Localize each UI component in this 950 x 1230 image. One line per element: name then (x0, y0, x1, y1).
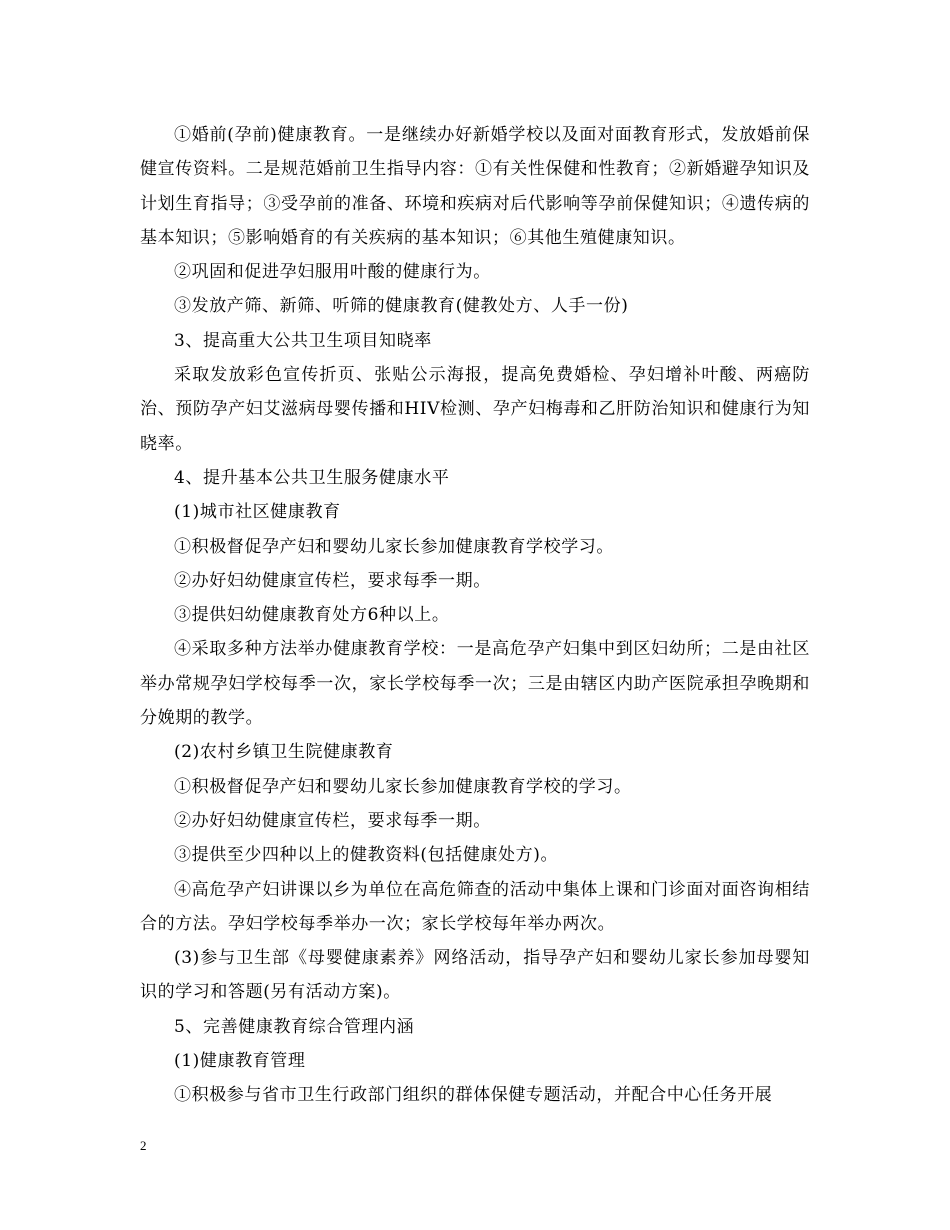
subsection-heading-urban: (1)城市社区健康教育 (174, 502, 341, 523)
section-heading-3: 3、提高重大公共卫生项目知晓率 (174, 330, 432, 351)
paragraph-folic-acid: ②巩固和促进孕妇服用叶酸的健康行为。 (174, 262, 491, 283)
paragraph-premarital-education: ①婚前(孕前)健康教育。一是继续办好新婚学校以及面对面教育形式，发放婚前保健宣传资料。二是规范婚前卫生指导内容：①有关性保健和性教育；②新婚避孕知识及计划生育指导；③受孕前的准备、环境和疾病对后代影响等孕前保健知识；④遗传病的基本知识；⑤影响婚育的有关疾病的基本知识；⑥其他生殖健康知识。 (140, 125, 810, 248)
paragraph-rural-item-3: ③提供至少四种以上的健教资料(包括健康处方)。 (174, 845, 559, 866)
subsection-heading-rural: (2)农村乡镇卫生院健康教育 (174, 742, 394, 763)
paragraph-urban-item-4: ④采取多种方法举办健康教育学校：一是高危孕产妇集中到区妇幼所；二是由社区举办常规孕妇学校每季一次，家长学校每季一次；三是由辖区内助产医院承担孕晚期和分娩期的教学。 (140, 639, 810, 729)
paragraph-rural-item-4: ④高危孕产妇讲课以乡为单位在高危筛查的活动中集体上课和门诊面对面咨询相结合的方法。孕妇学校每季举办一次；家长学校每年举办两次。 (140, 879, 810, 934)
page-number: 2 (140, 1138, 147, 1153)
paragraph-rural-item-2: ②办好妇幼健康宣传栏，要求每季一期。 (174, 810, 491, 831)
document-body (140, 118, 810, 1113)
subsection-heading-management: (1)健康教育管理 (174, 1051, 306, 1072)
section-heading-4: 4、提升基本公共卫生服务健康水平 (174, 467, 450, 488)
paragraph-urban-item-1: ①积极督促孕产妇和婴幼儿家长参加健康教育学校学习。 (174, 536, 614, 557)
paragraph-urban-item-2: ②办好妇幼健康宣传栏，要求每季一期。 (174, 570, 491, 591)
paragraph-screening-education: ③发放产筛、新筛、听筛的健康教育(健教处方、人手一份) (174, 296, 629, 317)
paragraph-awareness-rate: 采取发放彩色宣传折页、张贴公示海报，提高免费婚检、孕妇增补叶酸、两癌防治、预防孕产妇艾滋病母婴传播和HIV检测、孕产妇梅毒和乙肝防治知识和健康行为知晓率。 (140, 365, 810, 454)
subsection-heading-network-activity: (3)参与卫生部《母婴健康素养》网络活动，指导孕产妇和婴幼儿家长参加母婴知识的学习和答题(另有活动方案)。 (140, 948, 810, 1003)
paragraph-management-item-1: ①积极参与省市卫生行政部门组织的群体保健专题活动，并配合中心任务开展 (174, 1085, 773, 1106)
paragraph-urban-item-3: ③提供妇幼健康教育处方6种以上。 (174, 605, 450, 626)
section-heading-5: 5、完善健康教育综合管理内涵 (174, 1016, 415, 1037)
paragraph-rural-item-1: ①积极督促孕产妇和婴幼儿家长参加健康教育学校的学习。 (174, 776, 632, 797)
